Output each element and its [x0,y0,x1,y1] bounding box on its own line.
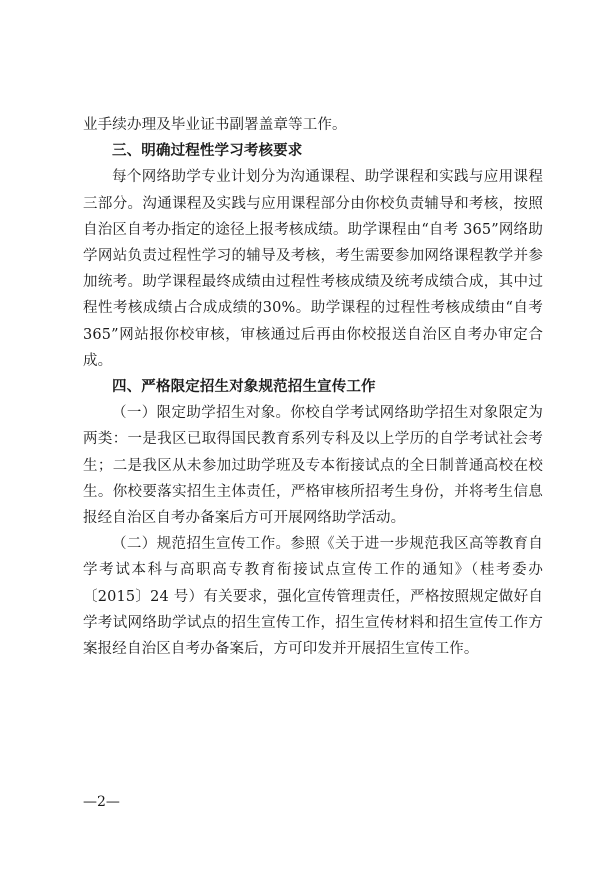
paragraph-continuation: 业手续办理及毕业证书副署盖章等工作。 [83,117,347,133]
document-body [83,112,543,662]
section-heading-3: 三、明确过程性学习考核要求 [112,143,303,160]
page-number: —2— [83,794,120,810]
paragraph-publicity: （二）规范招生宣传工作。参照《关于进一步规范我区高等教育自学考试本科与高职高专教育衔接试点宣传工作的通知》（桂考委办〔2015〕24 号）有关要求，强化宣传管理责任，严格按照规定做好自学考试网络助学试点的招生宣传工作，招生宣传材料和招生宣传工作方案报经自治区自考办备案后，方可印发并开展招生宣传工作。 [83,536,543,658]
section-heading-4: 四、严格限定招生对象规范招生宣传工作 [112,379,376,396]
paragraph-assessment: 每个网络助学专业计划分为沟通课程、助学课程和实践与应用课程三部分。沟通课程及实践与应用课程部分由你校负责辅导和考核，按照自治区自考办指定的途径上报考核成绩。助学课程由“自考 365”网络助学网站负责过程性学习的辅导及考核，考生需要参加网络课程教学并参加统考。助学课程最终成绩由过程性考核成绩及统考成绩合成，其中过程性考核成绩占合成成绩的30%。助学课程的过程性考核成绩由“自考 365”网站报你校审核，审核通过后再由你校报送自治区自考办审定合成。 [83,169,543,369]
paragraph-enrollment-targets: （一）限定助学招生对象。你校自学考试网络助学招生对象限定为两类：一是我区已取得国民教育系列专科及以上学历的自学考试社会考生；二是我区从未参加过助学班及专本衔接试点的全日制普通高校在校生。你校要落实招生主体责任，严格审核所招考生身份，并将考生信息报经自治区自考办备案后方可开展网络助学活动。 [83,405,543,527]
